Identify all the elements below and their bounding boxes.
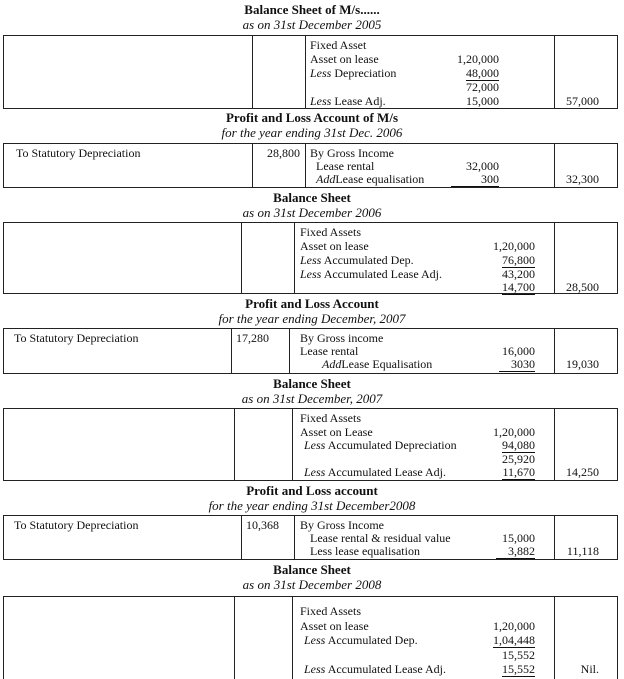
balance-sheet-2007-table: Fixed Assets Asset on Lease Less Accumulated Depreciation Less Accumulated Lease Adj. 1,20,000 94,080 25,920 11,670 14,250 (3, 408, 618, 481)
total: 28,500 (566, 280, 599, 294)
balance-sheet-2008-table: Fixed Assets Asset on lease Less Accumulated Dep. Less Accumulated Lease Adj. 1,20,000 1,04,448 15,552 15,552 Nil. (3, 596, 618, 679)
section-subtitle: as on 31st December 2005 (242, 17, 382, 32)
total: 19,030 (566, 357, 599, 371)
section-title: Balance Sheet of M/s...... (244, 2, 380, 17)
section-subtitle: as on 31st December 2006 (242, 205, 382, 220)
section-subtitle: for the year ending 31st December2008 (208, 498, 416, 513)
pl-2006-table: To Statutory Depreciation 28,800 By Gross Income Lease rental AddLease equalisation 32,000 300 32,300 (3, 143, 618, 188)
section-subtitle: for the year ending December, 2007 (218, 311, 406, 326)
section-title: Balance Sheet (273, 190, 351, 205)
section-title: Profit and Loss account (246, 483, 378, 498)
section-title: Balance Sheet (273, 376, 351, 391)
pl-2008-table: To Statutory Depreciation 10,368 By Gross Income Lease rental & residual value Less lease equalisation 15,000 3,882 11,118 (3, 515, 618, 560)
total: 57,000 (566, 94, 599, 108)
total: 11,118 (566, 544, 599, 558)
pl-2007-table: To Statutory Depreciation 17,280 By Gross income Lease rental AddLease Equalisation 16,000 3030 19,030 (3, 328, 618, 374)
section-subtitle: as on 31st December 2008 (242, 577, 382, 592)
total: 32,300 (566, 172, 599, 186)
section-title: Balance Sheet (273, 562, 351, 577)
balance-sheet-2005-table: Fixed Asset Asset on lease Less Depreciation Less Lease Adj. 1,20,000 48,000 72,000 15,000 57,000 (3, 35, 618, 109)
total: Nil. (580, 662, 599, 676)
balance-sheet-2006-table: Fixed Assets Asset on lease Less Accumulated Dep. Less Accumulated Lease Adj. 1,20,000 76,800 43,200 14,700 28,500 (3, 222, 618, 294)
total: 14,250 (566, 465, 599, 479)
section-title: Profit and Loss Account of M/s (225, 110, 398, 125)
section-subtitle: as on 31st December, 2007 (241, 391, 383, 406)
section-subtitle: for the year ending 31st Dec. 2006 (221, 125, 403, 140)
section-title: Profit and Loss Account (245, 296, 379, 311)
